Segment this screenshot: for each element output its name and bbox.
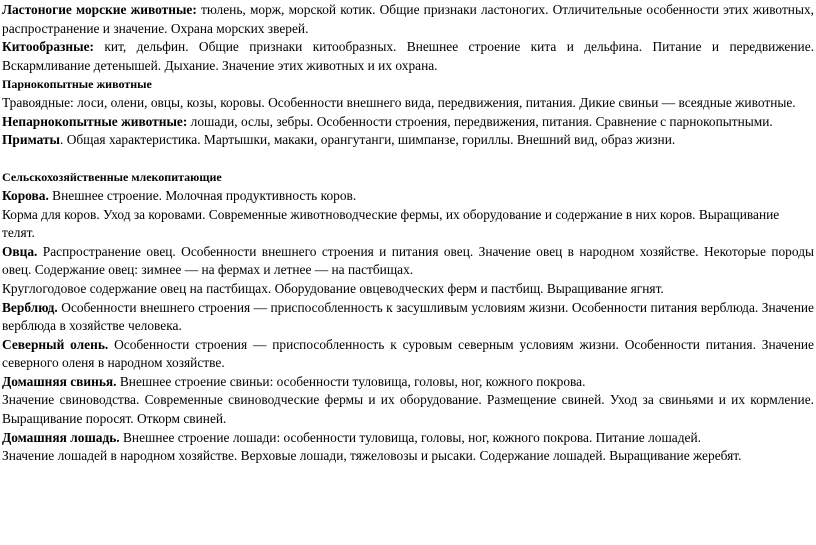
- text-cow: Внешнее строение. Молочная продуктивность коров.: [48, 187, 357, 203]
- text-pinnipeds: тюлень, морж, морской котик. Общие признаки ластоногих. Отличительные особенности этих животных, распространение и значение. Охрана морских зверей.: [2, 2, 815, 36]
- paragraph-camel: [2, 299, 814, 336]
- paragraph-perissodactyls: [2, 113, 814, 132]
- paragraph-reindeer: [2, 336, 814, 373]
- text-horse: Внешнее строение лошади: особенности туловища, головы, ног, кожного покрова. Питание лошадей.: [119, 429, 702, 445]
- heading-farm-mammals-text: Сельскохозяйственные млекопитающие: [2, 170, 222, 185]
- text-reindeer: Особенности строения — приспособленность к суровым северным условиям жизни. Особенности питания. Значение северного оленя в народном хозяйстве.: [2, 336, 814, 371]
- term-reindeer: Северный олень.: [2, 336, 109, 352]
- paragraph-pig: [2, 373, 814, 392]
- heading-artiodactyls: [2, 75, 814, 94]
- paragraph-pinnipeds: [2, 1, 814, 38]
- term-sheep: Овца.: [2, 243, 38, 259]
- term-horse: Домашняя лошадь.: [2, 429, 120, 445]
- paragraph-sheep-keeping: [2, 280, 814, 299]
- paragraph-herbivores: [2, 94, 814, 113]
- term-cow: Корова.: [2, 187, 49, 203]
- paragraph-horse: [2, 429, 814, 448]
- term-pinnipeds: Ластоногие морские животные:: [2, 2, 197, 17]
- heading-artiodactyls-text: Парнокопытные животные: [2, 77, 152, 92]
- paragraph-cetaceans: [2, 38, 814, 75]
- text-pig-farming: Значение свиноводства. Современные свиноводческие фермы и их оборудование. Размещение свиней. Уход за свиньями и их кормление. Выращивание поросят. Откорм свиней.: [2, 392, 814, 427]
- text-perissodactyls: лошади, ослы, зебры. Особенности строения, передвижения, питания. Сравнение с парнокопытными.: [187, 113, 773, 129]
- paragraph-pig-farming: [2, 391, 814, 428]
- text-pig: Внешнее строение свиньи: особенности туловища, головы, ног, кожного покрова.: [116, 373, 586, 389]
- term-cetaceans: Китообразные:: [2, 39, 95, 55]
- paragraph-cow-care: [2, 206, 814, 243]
- text-cow-care: Корма для коров. Уход за коровами. Современные животноводческие фермы, их оборудование и содержание в них коров. Выращивание телят.: [2, 206, 780, 241]
- text-herbivores: Травоядные: лоси, олени, овцы, козы, коровы. Особенности внешнего вида, передвижения, питания. Дикие свиньи — всеядные животные.: [2, 94, 796, 110]
- text-cetaceans: кит, дельфин. Общие признаки китообразных. Внешнее строение кита и дельфина. Питание и передвижение. Вскармливание детенышей. Дыхание. Значение этих животных и их охрана.: [2, 39, 814, 73]
- heading-farm-mammals: [2, 168, 814, 187]
- text-horse-use: Значение лошадей в народном хозяйстве. Верховые лошади, тяжеловозы и рысаки. Содержание лошадей. Выращивание жеребят.: [2, 448, 742, 464]
- text-camel: Особенности внешнего строения — приспособленность к засушливым условиям жизни. Особенности питания верблюда. Значение верблюда в хозяйстве человека.: [2, 299, 814, 334]
- term-primates: Приматы: [2, 132, 60, 148]
- text-sheep-keeping: Круглогодовое содержание овец на пастбищах. Оборудование овцеводческих ферм и пастбищ. Выращивание ягнят.: [2, 280, 664, 296]
- text-sheep: Распространение овец. Особенности внешнего строения и питания овец. Значение овец в народном хозяйстве. Некоторые породы овец. Содержание овец: зимнее — на фермах и летнее — на пастбищах.: [2, 243, 814, 278]
- paragraph-horse-use: [2, 447, 814, 466]
- text-primates: . Общая характеристика. Мартышки, макаки, орангутанги, шимпанзе, гориллы. Внешний вид, образ жизни.: [60, 132, 676, 148]
- paragraph-primates: [2, 131, 814, 150]
- paragraph-sheep: [2, 243, 814, 280]
- term-perissodactyls: Непарнокопытные животные:: [2, 113, 188, 129]
- paragraph-cow: [2, 187, 814, 206]
- blank-line: [2, 150, 814, 169]
- term-pig: Домашняя свинья.: [2, 373, 117, 389]
- term-camel: Верблюд.: [2, 299, 58, 315]
